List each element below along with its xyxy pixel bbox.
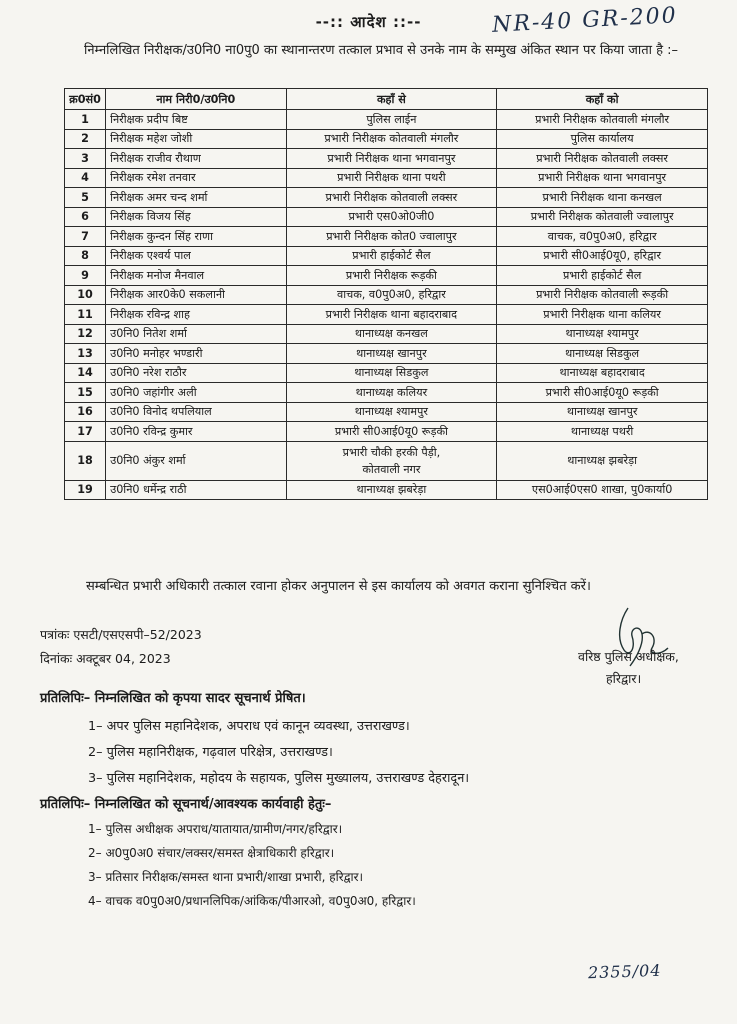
row-from: पुलिस लाईन — [286, 110, 497, 130]
row-serial: 17 — [65, 422, 106, 442]
handwritten-number: 2355/04 — [587, 960, 662, 983]
row-from: वाचक, व0पु0अ0, हरिद्वार — [286, 285, 497, 305]
row-from-line2: कोतवाली नगर — [362, 462, 421, 476]
row-from — [286, 441, 497, 480]
row-name: उ0नि0 जहांगीर अली — [106, 383, 286, 403]
transfer-table — [64, 88, 708, 500]
table-row — [65, 285, 708, 305]
header-to: कहाँ को — [497, 89, 708, 110]
row-to: वाचक, व0पु0अ0, हरिद्वार — [497, 227, 708, 247]
order-intro: निम्नलिखित निरीक्षक/उ0नि0 ना0पु0 का स्थानान्तरण तत्काल प्रभाव से उनके नाम के सम्मुख अंकित स्थान पर किया जाता है :– — [84, 43, 679, 58]
row-name: निरीक्षक राजीव रौथाण — [106, 149, 286, 169]
row-from: थानाध्यक्ष खानपुर — [286, 344, 497, 364]
row-to: प्रभारी निरीक्षक कोतवाली ज्वालापुर — [497, 207, 708, 227]
order-title: --:: आदेश ::-- — [315, 13, 422, 31]
table-row — [65, 480, 708, 500]
row-from: प्रभारी निरीक्षक कोतवाली मंगलौर — [286, 129, 497, 149]
row-to: प्रभारी निरीक्षक थाना कलियर — [497, 305, 708, 325]
copy1-item: 2– पुलिस महानिरीक्षक, गढ़वाल परिक्षेत्र, उत्तराखण्ड। — [88, 745, 333, 760]
table-row — [65, 344, 708, 364]
row-serial: 1 — [65, 110, 106, 130]
table-row — [65, 246, 708, 266]
row-serial: 12 — [65, 324, 106, 344]
row-name: निरीक्षक रमेश तनवार — [106, 168, 286, 188]
table-row — [65, 110, 708, 130]
signatory-title: वरिष्ठ पुलिस अधीक्षक, — [578, 649, 679, 664]
header-serial: क्र0सं0 — [65, 89, 106, 110]
row-serial: 7 — [65, 227, 106, 247]
row-serial: 2 — [65, 129, 106, 149]
row-name: निरीक्षक अमर चन्द शर्मा — [106, 188, 286, 208]
table-row — [65, 363, 708, 383]
letter-number: पत्रांकः एसटी/एसएसपी–52/2023 — [40, 627, 202, 642]
row-to: प्रभारी निरीक्षक कोतवाली लक्सर — [497, 149, 708, 169]
row-to: प्रभारी निरीक्षक थाना कनखल — [497, 188, 708, 208]
copy-heading-1: प्रतिलिपिः– निम्नलिखित को कृपया सादर सूचनार्थ प्रेषित। — [40, 691, 306, 706]
row-from: थानाध्यक्ष कनखल — [286, 324, 497, 344]
row-from: थानाध्यक्ष श्यामपुर — [286, 402, 497, 422]
copy2-item: 1– पुलिस अधीक्षक अपराध/यातायात/ग्रामीण/नगर/हरिद्वार। — [88, 822, 343, 836]
row-to: एस0आई0एस0 शाखा, पु0कार्या0 — [497, 480, 708, 500]
row-name: निरीक्षक मनोज मैनवाल — [106, 266, 286, 286]
table-row — [65, 305, 708, 325]
header-from: कहाँ से — [286, 89, 497, 110]
row-serial: 11 — [65, 305, 106, 325]
row-to: प्रभारी सी0आई0यू0, हरिद्वार — [497, 246, 708, 266]
row-serial: 13 — [65, 344, 106, 364]
row-to: थानाध्यक्ष झबरेड़ा — [497, 441, 708, 480]
row-name: निरीक्षक रविन्द्र शाह — [106, 305, 286, 325]
copy1-item: 1– अपर पुलिस महानिदेशक, अपराध एवं कानून व्यवस्था, उत्तराखण्ड। — [88, 719, 410, 734]
row-to: थानाध्यक्ष श्यामपुर — [497, 324, 708, 344]
row-name: उ0नि0 रविन्द्र कुमार — [106, 422, 286, 442]
table-row — [65, 168, 708, 188]
row-to: थानाध्यक्ष खानपुर — [497, 402, 708, 422]
row-from: प्रभारी निरीक्षक कोत0 ज्वालापुर — [286, 227, 497, 247]
row-from: थानाध्यक्ष कलियर — [286, 383, 497, 403]
copy2-item: 2– अ0पु0अ0 संचार/लक्सर/समस्त क्षेत्राधिकारी हरिद्वार। — [88, 846, 335, 860]
table-row — [65, 324, 708, 344]
copy-heading-2: प्रतिलिपिः– निम्नलिखित को सूचनार्थ/आवश्यक कार्यवाही हेतुः– — [40, 797, 332, 812]
row-name: उ0नि0 अंकुर शर्मा — [106, 441, 286, 480]
letter-date: दिनांकः अक्टूबर 04, 2023 — [40, 651, 171, 666]
row-to: प्रभारी हाईकोर्ट सैल — [497, 266, 708, 286]
row-serial: 18 — [65, 441, 106, 480]
row-name: निरीक्षक आर0के0 सकलानी — [106, 285, 286, 305]
table-row — [65, 227, 708, 247]
table-row — [65, 149, 708, 169]
row-name: उ0नि0 मनोहर भण्डारी — [106, 344, 286, 364]
row-name: उ0नि0 नितेश शर्मा — [106, 324, 286, 344]
row-from: प्रभारी सी0आई0यू0 रूड़की — [286, 422, 497, 442]
row-from-line1: प्रभारी चौकी हरकी पैड़ी, — [342, 445, 441, 459]
row-from: प्रभारी निरीक्षक कोतवाली लक्सर — [286, 188, 497, 208]
row-serial: 6 — [65, 207, 106, 227]
row-to: प्रभारी सी0आई0यू0 रूड़की — [497, 383, 708, 403]
header-name: नाम निरी0/उ0नि0 — [106, 89, 286, 110]
row-from: प्रभारी हाईकोर्ट सैल — [286, 246, 497, 266]
copy2-item: 3– प्रतिसार निरीक्षक/समस्त थाना प्रभारी/शाखा प्रभारी, हरिद्वार। — [88, 870, 364, 884]
row-name: उ0नि0 विनोद थपलियाल — [106, 402, 286, 422]
signature-mark — [606, 598, 686, 678]
table-row — [65, 422, 708, 442]
row-from: प्रभारी निरीक्षक थाना भगवानपुर — [286, 149, 497, 169]
row-serial: 16 — [65, 402, 106, 422]
handwritten-reference: NR-40 GR-200 — [491, 3, 679, 38]
row-name: उ0नि0 धर्मेन्द्र राठी — [106, 480, 286, 500]
row-serial: 8 — [65, 246, 106, 266]
table-row — [65, 188, 708, 208]
row-to: थानाध्यक्ष बहादराबाद — [497, 363, 708, 383]
row-serial: 5 — [65, 188, 106, 208]
table-row — [65, 383, 708, 403]
row-serial: 4 — [65, 168, 106, 188]
table-row — [65, 129, 708, 149]
row-serial: 14 — [65, 363, 106, 383]
row-name: निरीक्षक कुन्दन सिंह राणा — [106, 227, 286, 247]
row-name: निरीक्षक विजय सिंह — [106, 207, 286, 227]
row-serial: 3 — [65, 149, 106, 169]
row-from: प्रभारी एस0ओ0जी0 — [286, 207, 497, 227]
table-header-row — [65, 89, 708, 110]
row-to: प्रभारी निरीक्षक थाना भगवानपुर — [497, 168, 708, 188]
row-name: निरीक्षक प्रदीप बिष्ट — [106, 110, 286, 130]
row-name: उ0नि0 नरेश राठौर — [106, 363, 286, 383]
copy2-item: 4– वाचक व0पु0अ0/प्रधानलिपिक/आंकिक/पीआरओ, व0पु0अ0, हरिद्वार। — [88, 894, 416, 908]
row-from: थानाध्यक्ष झबरेड़ा — [286, 480, 497, 500]
row-serial: 15 — [65, 383, 106, 403]
row-serial: 10 — [65, 285, 106, 305]
copy1-item: 3– पुलिस महानिदेशक, महोदय के सहायक, पुलिस मुख्यालय, उत्तराखण्ड देहरादून। — [88, 771, 470, 786]
row-from: प्रभारी निरीक्षक थाना पथरी — [286, 168, 497, 188]
row-name: निरीक्षक एश्वर्य पाल — [106, 246, 286, 266]
row-name: निरीक्षक महेश जोशी — [106, 129, 286, 149]
row-from: प्रभारी निरीक्षक थाना बहादराबाद — [286, 305, 497, 325]
row-to: थानाध्यक्ष सिडकुल — [497, 344, 708, 364]
table-row — [65, 441, 708, 480]
row-to: पुलिस कार्यालय — [497, 129, 708, 149]
row-to: प्रभारी निरीक्षक कोतवाली मंगलौर — [497, 110, 708, 130]
row-from: प्रभारी निरीक्षक रूड़की — [286, 266, 497, 286]
row-to: प्रभारी निरीक्षक कोतवाली रूड़की — [497, 285, 708, 305]
table-row — [65, 266, 708, 286]
row-to: थानाध्यक्ष पथरी — [497, 422, 708, 442]
row-from: थानाध्यक्ष सिडकुल — [286, 363, 497, 383]
row-serial: 19 — [65, 480, 106, 500]
row-serial: 9 — [65, 266, 106, 286]
closing-instruction: सम्बन्धित प्रभारी अधिकारी तत्काल रवाना होकर अनुपालन से इस कार्यालय को अवगत कराना सुनिश्चित करें। — [86, 579, 591, 594]
table-row — [65, 207, 708, 227]
table-row — [65, 402, 708, 422]
signatory-place: हरिद्वार। — [606, 671, 642, 686]
